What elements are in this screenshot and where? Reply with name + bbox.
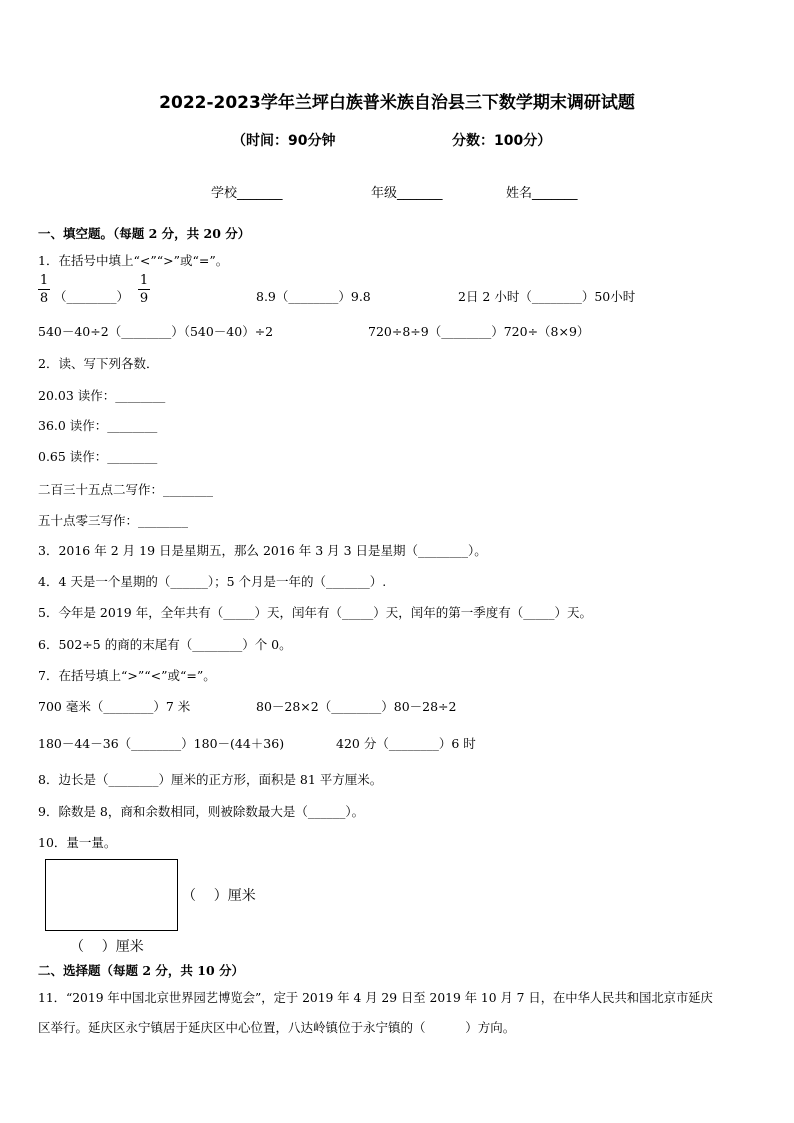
fraction-numerator: 1 (139, 273, 149, 288)
q2-line-1: 20.03 读作：________ (38, 388, 166, 403)
fraction-one-eighth (38, 273, 50, 306)
measure-rectangle (45, 859, 178, 931)
exam-time: （时间：90分钟 (232, 133, 336, 149)
q1-item-3: 2日 2 小时（________）50小时 (458, 289, 636, 304)
q2-line-3: 0.65 读作：________ (38, 449, 158, 464)
section-2-title: 二、选择题（每题 2 分，共 10 分） (38, 963, 245, 978)
q8-text: 8．边长是（________）厘米的正方形，面积是 81 平方厘米。 (38, 772, 383, 787)
q3-text: 3．2016 年 2 月 19 日是星期五，那么 2016 年 3 月 3 日是星期（________）。 (38, 543, 487, 558)
q10-bottom-blank: （ ）厘米 (70, 939, 144, 955)
page-title: 2022-2023学年兰坪白族普米族自治县三下数学期末调研试题 (159, 93, 635, 113)
grade-field: 年级_______ (371, 186, 443, 201)
q1-stem: 1．在括号中填上“<”“>”或“=”。 (38, 253, 229, 268)
q2-line-2: 36.0 读作：________ (38, 418, 158, 433)
fraction-denominator: 8 (39, 291, 49, 306)
q5-text: 5．今年是 2019 年，全年共有（_____）天，闰年有（_____）天，闰年的第一季度有（_____）天。 (38, 605, 592, 620)
q1-item-2: 8.9（________）9.8 (256, 289, 371, 304)
name-field: 姓名_______ (506, 186, 578, 201)
q7-item-2: 80－28×2（________）80－28÷2 (256, 699, 457, 714)
exam-score: 分数：100分） (452, 133, 552, 149)
q10-right-blank: （ ）厘米 (182, 888, 256, 904)
q1-item-4: 540－40÷2（________）（540－40）÷2 (38, 324, 274, 339)
q2-line-5: 五十点零三写作：________ (38, 513, 189, 528)
section-1-title: 一、填空题。（每题 2 分，共 20 分） (38, 226, 251, 241)
q7-item-1: 700 毫米（________）7 米 (38, 699, 191, 714)
fraction-numerator: 1 (39, 273, 49, 288)
q1-blank-1: （________） (54, 289, 130, 304)
fraction-denominator: 9 (139, 291, 149, 306)
fraction-bar (38, 289, 50, 290)
q11-line-1: 11．“2019 年中国北京世界园艺博览会”，定于 2019 年 4 月 29 日至 2019 年 10 月 7 日，在中华人民共和国北京市延庆 (38, 991, 713, 1005)
q1-item-5: 720÷8÷9（________）720÷（8×9） (368, 324, 590, 339)
q2-line-4: 二百三十五点二写作：________ (38, 482, 214, 497)
fraction-bar (138, 289, 150, 290)
q7-item-4: 420 分（________）6 时 (336, 736, 476, 751)
q11-line-2: 区举行。延庆区永宁镇居于延庆区中心位置，八达岭镇位于永宁镇的（ ）方向。 (38, 1020, 516, 1035)
q4-text: 4．4 天是一个星期的（______）；5 个月是一年的（_______）. (38, 574, 387, 589)
q7-stem: 7．在括号填上“>”“<”或“=”。 (38, 668, 216, 683)
q7-item-3: 180－44－36（________）180－(44＋36) (38, 736, 285, 751)
q2-stem: 2．读、写下列各数． (38, 356, 159, 371)
q10-stem: 10．量一量。 (38, 835, 117, 850)
fraction-one-ninth (138, 273, 150, 306)
school-field: 学校_______ (211, 186, 283, 201)
q6-text: 6．502÷5 的商的末尾有（________）个 0。 (38, 637, 292, 652)
q9-text: 9．除数是 8，商和余数相同，则被除数最大是（______）。 (38, 804, 365, 819)
